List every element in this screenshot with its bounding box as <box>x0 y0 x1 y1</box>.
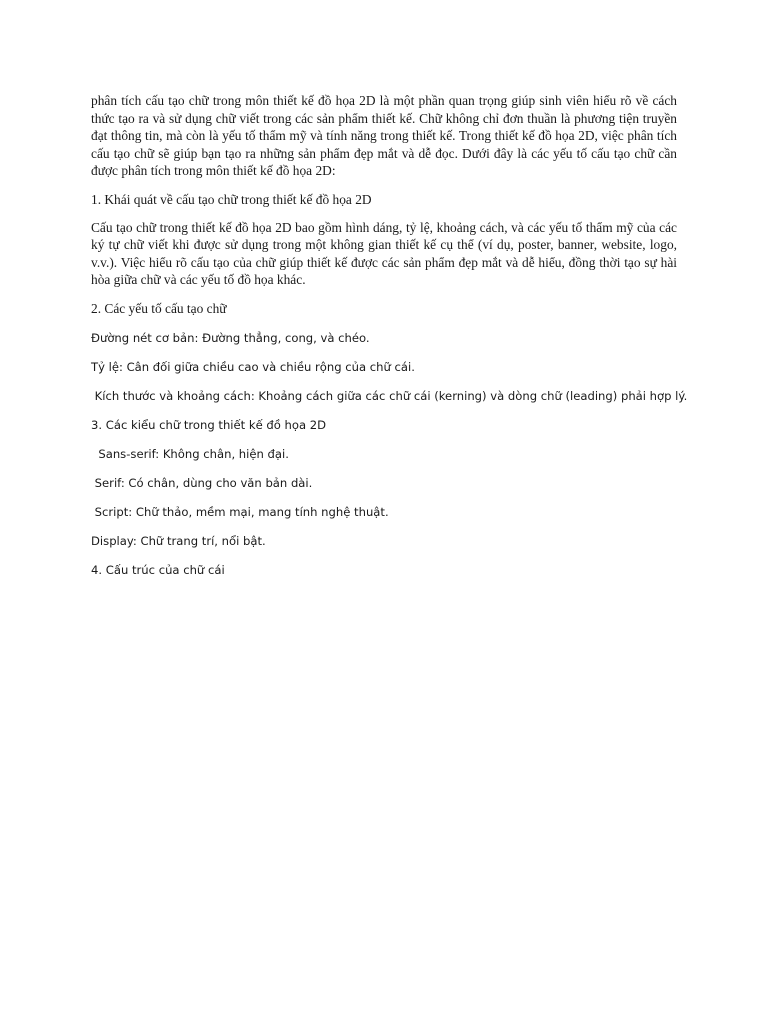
section-3-item-sans-serif: Sans-serif: Không chân, hiện đại. <box>91 446 289 461</box>
section-2-item-proportion: Tỷ lệ: Cân đối giữa chiều cao và chiều rộng của chữ cái. <box>91 359 415 374</box>
document-page <box>91 92 688 592</box>
section-1-paragraph: Cấu tạo chữ trong thiết kế đồ họa 2D bao gồm hình dáng, tỷ lệ, khoảng cách, và các yếu tố thẩm mỹ của các ký tự chữ viết khi được sử dụng trong một không gian thiết kế cụ thể (ví dụ, poster, banner, website, logo, v.v.). Việc hiểu rõ cấu tạo của chữ giúp thiết kế được các sản phẩm đẹp mắt và dễ hiểu, đồng thời tạo sự hài hòa giữa chữ và các yếu tố đồ họa khác. <box>91 219 677 288</box>
section-2-item-strokes: Đường nét cơ bản: Đường thẳng, cong, và chéo. <box>91 330 370 345</box>
section-2-item-spacing: Kích thước và khoảng cách: Khoảng cách giữa các chữ cái (kerning) và dòng chữ (leading) phải hợp lý. <box>91 388 688 403</box>
section-2-heading: 2. Các yếu tố cấu tạo chữ <box>91 300 227 316</box>
intro-paragraph: phân tích cấu tạo chữ trong môn thiết kế đồ họa 2D là một phần quan trọng giúp sinh viên hiểu rõ về cách thức tạo ra và sử dụng chữ viết trong các sản phẩm thiết kế. Chữ không chỉ đơn thuần là phương tiện truyền đạt thông tin, mà còn là yếu tố thẩm mỹ và tính năng trong thiết kế. Trong thiết kế đồ họa 2D, việc phân tích cấu tạo chữ sẽ giúp bạn tạo ra những sản phẩm đẹp mắt và dễ đọc. Dưới đây là các yếu tố cấu tạo chữ cần được phân tích trong môn thiết kế đồ họa 2D: <box>91 93 677 179</box>
section-1-heading: 1. Khái quát về cấu tạo chữ trong thiết kế đồ họa 2D <box>91 191 372 207</box>
section-3-item-serif: Serif: Có chân, dùng cho văn bản dài. <box>91 475 313 490</box>
section-3-item-script: Script: Chữ thảo, mềm mại, mang tính nghệ thuật. <box>91 504 389 519</box>
section-3-heading: 3. Các kiểu chữ trong thiết kế đồ họa 2D <box>91 417 327 432</box>
section-3-item-display: Display: Chữ trang trí, nổi bật. <box>91 533 266 548</box>
section-4-heading: 4. Cấu trúc của chữ cái <box>91 562 225 577</box>
